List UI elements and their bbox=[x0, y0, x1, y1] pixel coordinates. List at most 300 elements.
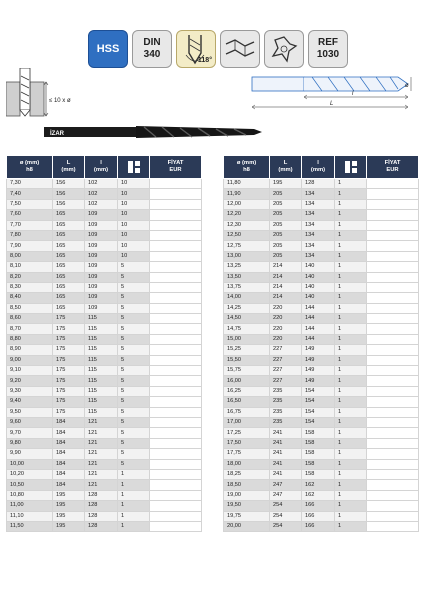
cell-pack-qty: 1 bbox=[335, 189, 367, 199]
cell-pack-qty: 10 bbox=[118, 220, 150, 230]
cell-diameter: 19,00 bbox=[224, 490, 270, 500]
cell-price bbox=[367, 189, 419, 199]
table-row bbox=[7, 199, 202, 209]
cell-price bbox=[150, 189, 202, 199]
cell-diameter: 7,50 bbox=[7, 199, 53, 209]
cell-total-length: 165 bbox=[53, 251, 85, 261]
cell-flute-length: 149 bbox=[302, 355, 335, 365]
cell-diameter: 9,70 bbox=[7, 428, 53, 438]
cell-price bbox=[367, 459, 419, 469]
table-row bbox=[7, 282, 202, 292]
cell-pack-qty: 5 bbox=[118, 438, 150, 448]
cell-flute-length: 115 bbox=[85, 324, 118, 334]
cell-total-length: 220 bbox=[270, 303, 302, 313]
cell-price bbox=[367, 438, 419, 448]
cell-diameter: 7,60 bbox=[7, 210, 53, 220]
cell-pack-qty: 1 bbox=[335, 490, 367, 500]
table-row bbox=[7, 366, 202, 376]
table-row bbox=[7, 386, 202, 396]
cell-total-length: 254 bbox=[270, 501, 302, 511]
cell-total-length: 175 bbox=[53, 334, 85, 344]
cell-pack-qty: 1 bbox=[335, 251, 367, 261]
cell-pack-qty: 1 bbox=[335, 210, 367, 220]
cell-total-length: 175 bbox=[53, 355, 85, 365]
cell-total-length: 165 bbox=[53, 272, 85, 282]
specs-table-left-body bbox=[7, 179, 202, 532]
cell-flute-length: 154 bbox=[302, 417, 335, 427]
table-row bbox=[224, 199, 419, 209]
cell-price bbox=[367, 345, 419, 355]
cell-total-length: 195 bbox=[53, 490, 85, 500]
table-row bbox=[224, 179, 419, 189]
cell-flute-length: 121 bbox=[85, 469, 118, 479]
cell-total-length: 241 bbox=[270, 469, 302, 479]
cell-pack-qty: 1 bbox=[335, 220, 367, 230]
cell-price bbox=[367, 210, 419, 220]
cell-price bbox=[367, 501, 419, 511]
cell-diameter: 9,40 bbox=[7, 397, 53, 407]
din-label: DIN bbox=[143, 37, 161, 48]
cell-price bbox=[150, 480, 202, 490]
table-row bbox=[7, 449, 202, 459]
cell-price bbox=[150, 521, 202, 531]
cell-total-length: 241 bbox=[270, 438, 302, 448]
cell-total-length: 184 bbox=[53, 428, 85, 438]
table-row bbox=[7, 241, 202, 251]
twist-badge bbox=[220, 30, 260, 68]
table-row bbox=[224, 230, 419, 240]
spec-badges bbox=[88, 30, 348, 68]
brand-label: İZAR bbox=[50, 131, 64, 137]
cell-price bbox=[150, 490, 202, 500]
cell-pack-qty: 1 bbox=[118, 469, 150, 479]
cell-flute-length: 128 bbox=[302, 179, 335, 189]
table-row bbox=[7, 314, 202, 324]
col-total-length: L (mm) bbox=[270, 156, 302, 179]
cell-diameter: 8,10 bbox=[7, 262, 53, 272]
cell-diameter: 7,90 bbox=[7, 241, 53, 251]
cell-flute-length: 134 bbox=[302, 241, 335, 251]
cell-diameter: 8,90 bbox=[7, 345, 53, 355]
table-row bbox=[224, 501, 419, 511]
twist-drill-icon bbox=[223, 36, 257, 62]
cell-price bbox=[150, 293, 202, 303]
cell-flute-length: 134 bbox=[302, 230, 335, 240]
cell-price bbox=[150, 501, 202, 511]
cell-total-length: 254 bbox=[270, 521, 302, 531]
cell-diameter: 8,80 bbox=[7, 334, 53, 344]
cell-total-length: 235 bbox=[270, 407, 302, 417]
cell-flute-length: 149 bbox=[302, 345, 335, 355]
cell-price bbox=[367, 293, 419, 303]
hss-label: HSS bbox=[96, 43, 120, 55]
table-row bbox=[7, 511, 202, 521]
cell-flute-length: 140 bbox=[302, 282, 335, 292]
table-row bbox=[224, 293, 419, 303]
cell-price bbox=[367, 230, 419, 240]
cell-pack-qty: 10 bbox=[118, 189, 150, 199]
cell-total-length: 184 bbox=[53, 459, 85, 469]
cell-price bbox=[367, 376, 419, 386]
cell-flute-length: 154 bbox=[302, 407, 335, 417]
cell-diameter: 11,80 bbox=[224, 179, 270, 189]
cell-total-length: 195 bbox=[53, 511, 85, 521]
cell-total-length: 241 bbox=[270, 428, 302, 438]
cell-price bbox=[150, 262, 202, 272]
cell-pack-qty: 5 bbox=[118, 376, 150, 386]
cell-price bbox=[367, 334, 419, 344]
table-row bbox=[7, 376, 202, 386]
cell-price bbox=[367, 490, 419, 500]
dim-diameter-label: ø bbox=[405, 83, 409, 89]
cell-total-length: 214 bbox=[270, 282, 302, 292]
col-pack bbox=[335, 156, 367, 179]
cell-pack-qty: 1 bbox=[335, 417, 367, 427]
cell-flute-length: 115 bbox=[85, 397, 118, 407]
cell-price bbox=[150, 407, 202, 417]
table-row bbox=[224, 272, 419, 282]
specs-table-right bbox=[223, 155, 419, 532]
cell-diameter: 9,30 bbox=[7, 386, 53, 396]
cell-diameter: 13,00 bbox=[224, 251, 270, 261]
table-header-row bbox=[224, 156, 419, 179]
cell-total-length: 247 bbox=[270, 490, 302, 500]
col-pack bbox=[118, 156, 150, 179]
cell-flute-length: 158 bbox=[302, 449, 335, 459]
cell-pack-qty: 1 bbox=[335, 438, 367, 448]
cell-flute-length: 128 bbox=[85, 501, 118, 511]
cell-total-length: 205 bbox=[270, 220, 302, 230]
depth-label: ≤ 10 x ø bbox=[49, 98, 71, 104]
cell-diameter: 11,10 bbox=[7, 511, 53, 521]
cell-total-length: 205 bbox=[270, 189, 302, 199]
cell-flute-length: 166 bbox=[302, 501, 335, 511]
drilling-depth-diagram bbox=[6, 68, 86, 124]
cell-price bbox=[150, 511, 202, 521]
cell-total-length: 184 bbox=[53, 469, 85, 479]
cell-pack-qty: 1 bbox=[335, 241, 367, 251]
cell-price bbox=[150, 438, 202, 448]
cell-price bbox=[367, 407, 419, 417]
cell-pack-qty: 1 bbox=[335, 376, 367, 386]
cell-price bbox=[367, 480, 419, 490]
hss-badge bbox=[88, 30, 128, 68]
table-row bbox=[7, 490, 202, 500]
cell-flute-length: 134 bbox=[302, 199, 335, 209]
table-row bbox=[224, 282, 419, 292]
cell-price bbox=[150, 449, 202, 459]
cell-pack-qty: 10 bbox=[118, 179, 150, 189]
cell-flute-length: 162 bbox=[302, 490, 335, 500]
table-row bbox=[7, 293, 202, 303]
cell-pack-qty: 1 bbox=[335, 199, 367, 209]
cell-pack-qty: 1 bbox=[335, 459, 367, 469]
table-row bbox=[7, 521, 202, 531]
cell-pack-qty: 1 bbox=[335, 355, 367, 365]
cell-flute-length: 115 bbox=[85, 334, 118, 344]
cell-total-length: 227 bbox=[270, 355, 302, 365]
cell-pack-qty: 1 bbox=[335, 407, 367, 417]
cell-diameter: 17,50 bbox=[224, 438, 270, 448]
din-number: 340 bbox=[143, 49, 161, 60]
cell-pack-qty: 1 bbox=[335, 366, 367, 376]
cell-pack-qty: 5 bbox=[118, 262, 150, 272]
cell-diameter: 14,25 bbox=[224, 303, 270, 313]
cell-total-length: 175 bbox=[53, 324, 85, 334]
cell-total-length: 184 bbox=[53, 449, 85, 459]
table-row bbox=[224, 386, 419, 396]
cell-total-length: 195 bbox=[53, 501, 85, 511]
col-diameter: ø (mm) h8 bbox=[224, 156, 270, 179]
tip-angle-badge bbox=[176, 30, 216, 68]
table-row bbox=[224, 210, 419, 220]
cell-total-length: 195 bbox=[270, 179, 302, 189]
cell-price bbox=[150, 355, 202, 365]
cell-diameter: 14,75 bbox=[224, 324, 270, 334]
cell-price bbox=[367, 241, 419, 251]
cell-diameter: 9,10 bbox=[7, 366, 53, 376]
table-row bbox=[7, 345, 202, 355]
table-row bbox=[7, 334, 202, 344]
cell-price bbox=[367, 282, 419, 292]
table-row bbox=[224, 490, 419, 500]
cell-flute-length: 128 bbox=[85, 490, 118, 500]
table-row bbox=[7, 179, 202, 189]
cell-pack-qty: 1 bbox=[118, 511, 150, 521]
cell-total-length: 205 bbox=[270, 230, 302, 240]
cell-total-length: 175 bbox=[53, 407, 85, 417]
cell-diameter: 8,30 bbox=[7, 282, 53, 292]
cell-flute-length: 140 bbox=[302, 293, 335, 303]
cell-flute-length: 121 bbox=[85, 480, 118, 490]
cell-pack-qty: 1 bbox=[335, 324, 367, 334]
col-total-length: L (mm) bbox=[53, 156, 85, 179]
cell-pack-qty: 5 bbox=[118, 303, 150, 313]
cell-diameter: 9,80 bbox=[7, 438, 53, 448]
cell-price bbox=[150, 324, 202, 334]
cell-total-length: 205 bbox=[270, 199, 302, 209]
cell-pack-qty: 1 bbox=[335, 262, 367, 272]
table-row bbox=[224, 407, 419, 417]
cell-pack-qty: 5 bbox=[118, 293, 150, 303]
cell-diameter: 13,75 bbox=[224, 282, 270, 292]
table-row bbox=[7, 210, 202, 220]
table-row bbox=[7, 355, 202, 365]
table-row bbox=[224, 220, 419, 230]
cell-total-length: 184 bbox=[53, 438, 85, 448]
cell-diameter: 12,30 bbox=[224, 220, 270, 230]
cell-pack-qty: 1 bbox=[335, 345, 367, 355]
dim-flute-label: l bbox=[352, 91, 354, 97]
cell-price bbox=[150, 345, 202, 355]
cell-flute-length: 158 bbox=[302, 438, 335, 448]
cell-total-length: 214 bbox=[270, 262, 302, 272]
cell-diameter: 16,00 bbox=[224, 376, 270, 386]
table-row bbox=[7, 428, 202, 438]
col-price: FİYAT EUR bbox=[367, 156, 419, 179]
cell-diameter: 11,50 bbox=[7, 521, 53, 531]
cell-price bbox=[367, 324, 419, 334]
table-row bbox=[7, 303, 202, 313]
cell-diameter: 18,50 bbox=[224, 480, 270, 490]
cell-price bbox=[150, 303, 202, 313]
cell-pack-qty: 5 bbox=[118, 449, 150, 459]
cell-flute-length: 144 bbox=[302, 324, 335, 334]
table-row bbox=[7, 262, 202, 272]
cell-pack-qty: 5 bbox=[118, 334, 150, 344]
table-row bbox=[224, 366, 419, 376]
cell-pack-qty: 5 bbox=[118, 366, 150, 376]
cell-price bbox=[150, 397, 202, 407]
cell-total-length: 165 bbox=[53, 262, 85, 272]
col-flute-length: l (mm) bbox=[85, 156, 118, 179]
cell-diameter: 10,00 bbox=[7, 459, 53, 469]
cell-flute-length: 109 bbox=[85, 262, 118, 272]
flute-badge bbox=[264, 30, 304, 68]
cell-diameter: 15,25 bbox=[224, 345, 270, 355]
cell-flute-length: 166 bbox=[302, 521, 335, 531]
cell-pack-qty: 5 bbox=[118, 355, 150, 365]
cell-total-length: 220 bbox=[270, 314, 302, 324]
cell-pack-qty: 5 bbox=[118, 407, 150, 417]
cell-flute-length: 154 bbox=[302, 386, 335, 396]
cell-diameter: 8,60 bbox=[7, 314, 53, 324]
cell-diameter: 12,50 bbox=[224, 230, 270, 240]
cell-flute-length: 134 bbox=[302, 251, 335, 261]
table-row bbox=[7, 459, 202, 469]
cell-diameter: 13,25 bbox=[224, 262, 270, 272]
cell-flute-length: 121 bbox=[85, 428, 118, 438]
table-row bbox=[7, 272, 202, 282]
cell-diameter: 19,75 bbox=[224, 511, 270, 521]
cell-price bbox=[367, 397, 419, 407]
cell-pack-qty: 1 bbox=[335, 282, 367, 292]
cell-total-length: 205 bbox=[270, 241, 302, 251]
cell-price bbox=[367, 179, 419, 189]
cell-flute-length: 115 bbox=[85, 314, 118, 324]
cell-total-length: 165 bbox=[53, 210, 85, 220]
cell-flute-length: 140 bbox=[302, 262, 335, 272]
table-row bbox=[224, 241, 419, 251]
cell-total-length: 214 bbox=[270, 272, 302, 282]
cell-total-length: 195 bbox=[53, 521, 85, 531]
cell-price bbox=[150, 428, 202, 438]
ref-badge bbox=[308, 30, 348, 68]
cell-total-length: 205 bbox=[270, 210, 302, 220]
cell-price bbox=[367, 428, 419, 438]
cell-flute-length: 144 bbox=[302, 334, 335, 344]
cell-price bbox=[150, 334, 202, 344]
table-row bbox=[7, 469, 202, 479]
cell-price bbox=[367, 199, 419, 209]
table-row bbox=[7, 220, 202, 230]
cell-pack-qty: 5 bbox=[118, 282, 150, 292]
cell-diameter: 9,60 bbox=[7, 417, 53, 427]
cell-total-length: 184 bbox=[53, 480, 85, 490]
table-row bbox=[224, 480, 419, 490]
cell-flute-length: 121 bbox=[85, 438, 118, 448]
din-badge bbox=[132, 30, 172, 68]
specs-table-right-body bbox=[224, 179, 419, 532]
table-row bbox=[7, 324, 202, 334]
cell-flute-length: 109 bbox=[85, 272, 118, 282]
cell-pack-qty: 5 bbox=[118, 428, 150, 438]
cell-price bbox=[367, 366, 419, 376]
cell-flute-length: 115 bbox=[85, 366, 118, 376]
cell-price bbox=[150, 366, 202, 376]
table-row bbox=[224, 324, 419, 334]
table-row bbox=[224, 303, 419, 313]
cell-diameter: 10,80 bbox=[7, 490, 53, 500]
cell-diameter: 8,20 bbox=[7, 272, 53, 282]
cell-price bbox=[367, 262, 419, 272]
table-row bbox=[7, 438, 202, 448]
cell-diameter: 11,90 bbox=[224, 189, 270, 199]
cell-pack-qty: 1 bbox=[335, 314, 367, 324]
table-row bbox=[224, 262, 419, 272]
cell-flute-length: 149 bbox=[302, 376, 335, 386]
cell-flute-length: 115 bbox=[85, 407, 118, 417]
cell-flute-length: 144 bbox=[302, 314, 335, 324]
cell-price bbox=[150, 417, 202, 427]
col-diameter: ø (mm) h8 bbox=[7, 156, 53, 179]
cell-price bbox=[367, 220, 419, 230]
cell-flute-length: 158 bbox=[302, 459, 335, 469]
ref-number: 1030 bbox=[316, 49, 340, 60]
cell-diameter: 18,00 bbox=[224, 459, 270, 469]
cell-total-length: 175 bbox=[53, 376, 85, 386]
cell-diameter: 7,40 bbox=[7, 189, 53, 199]
table-row bbox=[7, 480, 202, 490]
cell-total-length: 241 bbox=[270, 449, 302, 459]
table-row bbox=[224, 469, 419, 479]
table-row bbox=[224, 521, 419, 531]
cell-total-length: 254 bbox=[270, 511, 302, 521]
cell-pack-qty: 1 bbox=[335, 397, 367, 407]
cell-price bbox=[150, 210, 202, 220]
table-row bbox=[224, 397, 419, 407]
cell-diameter: 7,30 bbox=[7, 179, 53, 189]
table-row bbox=[7, 397, 202, 407]
cell-total-length: 235 bbox=[270, 417, 302, 427]
cell-flute-length: 109 bbox=[85, 220, 118, 230]
cell-diameter: 13,50 bbox=[224, 272, 270, 282]
cell-total-length: 214 bbox=[270, 293, 302, 303]
tip-angle-label: 118° bbox=[197, 57, 212, 64]
cell-flute-length: 134 bbox=[302, 220, 335, 230]
table-row bbox=[224, 459, 419, 469]
cell-diameter: 16,75 bbox=[224, 407, 270, 417]
cell-diameter: 14,00 bbox=[224, 293, 270, 303]
cell-diameter: 8,00 bbox=[7, 251, 53, 261]
cell-pack-qty: 1 bbox=[118, 480, 150, 490]
cell-price bbox=[367, 303, 419, 313]
cell-diameter: 8,50 bbox=[7, 303, 53, 313]
cell-diameter: 12,75 bbox=[224, 241, 270, 251]
cell-total-length: 165 bbox=[53, 293, 85, 303]
cell-pack-qty: 1 bbox=[335, 511, 367, 521]
col-flute-length: l (mm) bbox=[302, 156, 335, 179]
cell-price bbox=[150, 376, 202, 386]
cell-diameter: 14,50 bbox=[224, 314, 270, 324]
cell-total-length: 220 bbox=[270, 324, 302, 334]
cell-total-length: 227 bbox=[270, 376, 302, 386]
cell-pack-qty: 5 bbox=[118, 345, 150, 355]
cell-flute-length: 109 bbox=[85, 293, 118, 303]
cell-pack-qty: 5 bbox=[118, 397, 150, 407]
table-row bbox=[7, 501, 202, 511]
cell-diameter: 9,00 bbox=[7, 355, 53, 365]
